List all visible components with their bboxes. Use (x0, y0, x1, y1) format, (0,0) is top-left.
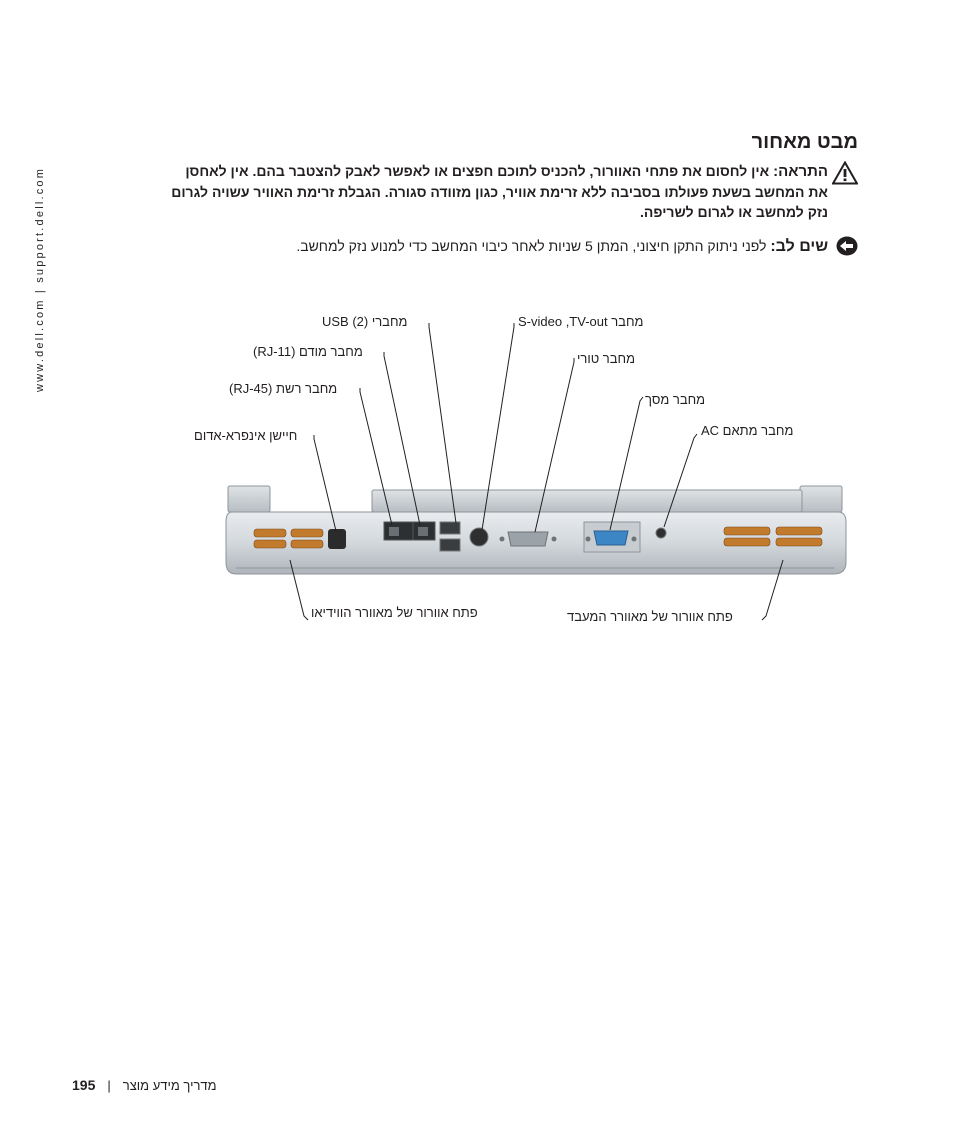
footer-title: מדריך מידע מוצר (122, 1078, 217, 1093)
notice-label: שים לב: (770, 238, 829, 255)
page-footer (72, 1077, 217, 1093)
notice-text: לפני ניתוק התקן חיצוני, המתן 5 שניות לאחר כיבוי המחשב כדי למנוע נזק למחשב. (296, 238, 767, 254)
caution-text: אין לחסום את פתחי האוורור, להכניס לתוכם חפצים או לאפשר לאבק להצטבר בהם. אין לאחסן את המחשב בשעת פעולתו בסביבה ללא זרימת אוויר, כגון מזוודה סגורה. הגבלת זרימת האוויר עשויה לגרום נזק למחשב או לגרום לשריפה. (171, 163, 828, 220)
callout-monitor: מחבר מסך (645, 392, 706, 407)
svideo-port (470, 528, 488, 546)
callout-infrared: חיישן אינפרא-אדום (194, 428, 298, 443)
footer-separator: | (107, 1078, 111, 1093)
callout-cpu-fan: פתח אוורור של מאוורר המעבד (567, 609, 733, 624)
callout-usb: מחברי USB (2) (322, 314, 408, 329)
callout-ac: מחבר מתאם AC (701, 423, 794, 438)
page-heading: מבט מאחור (751, 131, 858, 153)
callout-network: מחבר רשת (RJ-45) (229, 381, 338, 396)
usb-port-lower (440, 539, 460, 551)
page-number: 195 (72, 1077, 96, 1093)
callout-serial: מחבר טורי (577, 351, 636, 366)
side-url: www.dell.com | support.dell.com (34, 166, 46, 392)
callout-tvout: מחבר S-video ,TV-out (518, 314, 644, 329)
callout-modem: מחבר מודם (RJ-11) (253, 344, 363, 359)
infrared-sensor (328, 529, 346, 549)
caution-label: התראה: (773, 163, 828, 180)
ac-port (656, 528, 666, 538)
usb-port-upper (440, 522, 460, 534)
callout-video-fan: פתח אוורור של מאוורר הווידיאו (311, 605, 478, 620)
callout-lines (290, 323, 783, 620)
monitor-port (584, 522, 640, 552)
